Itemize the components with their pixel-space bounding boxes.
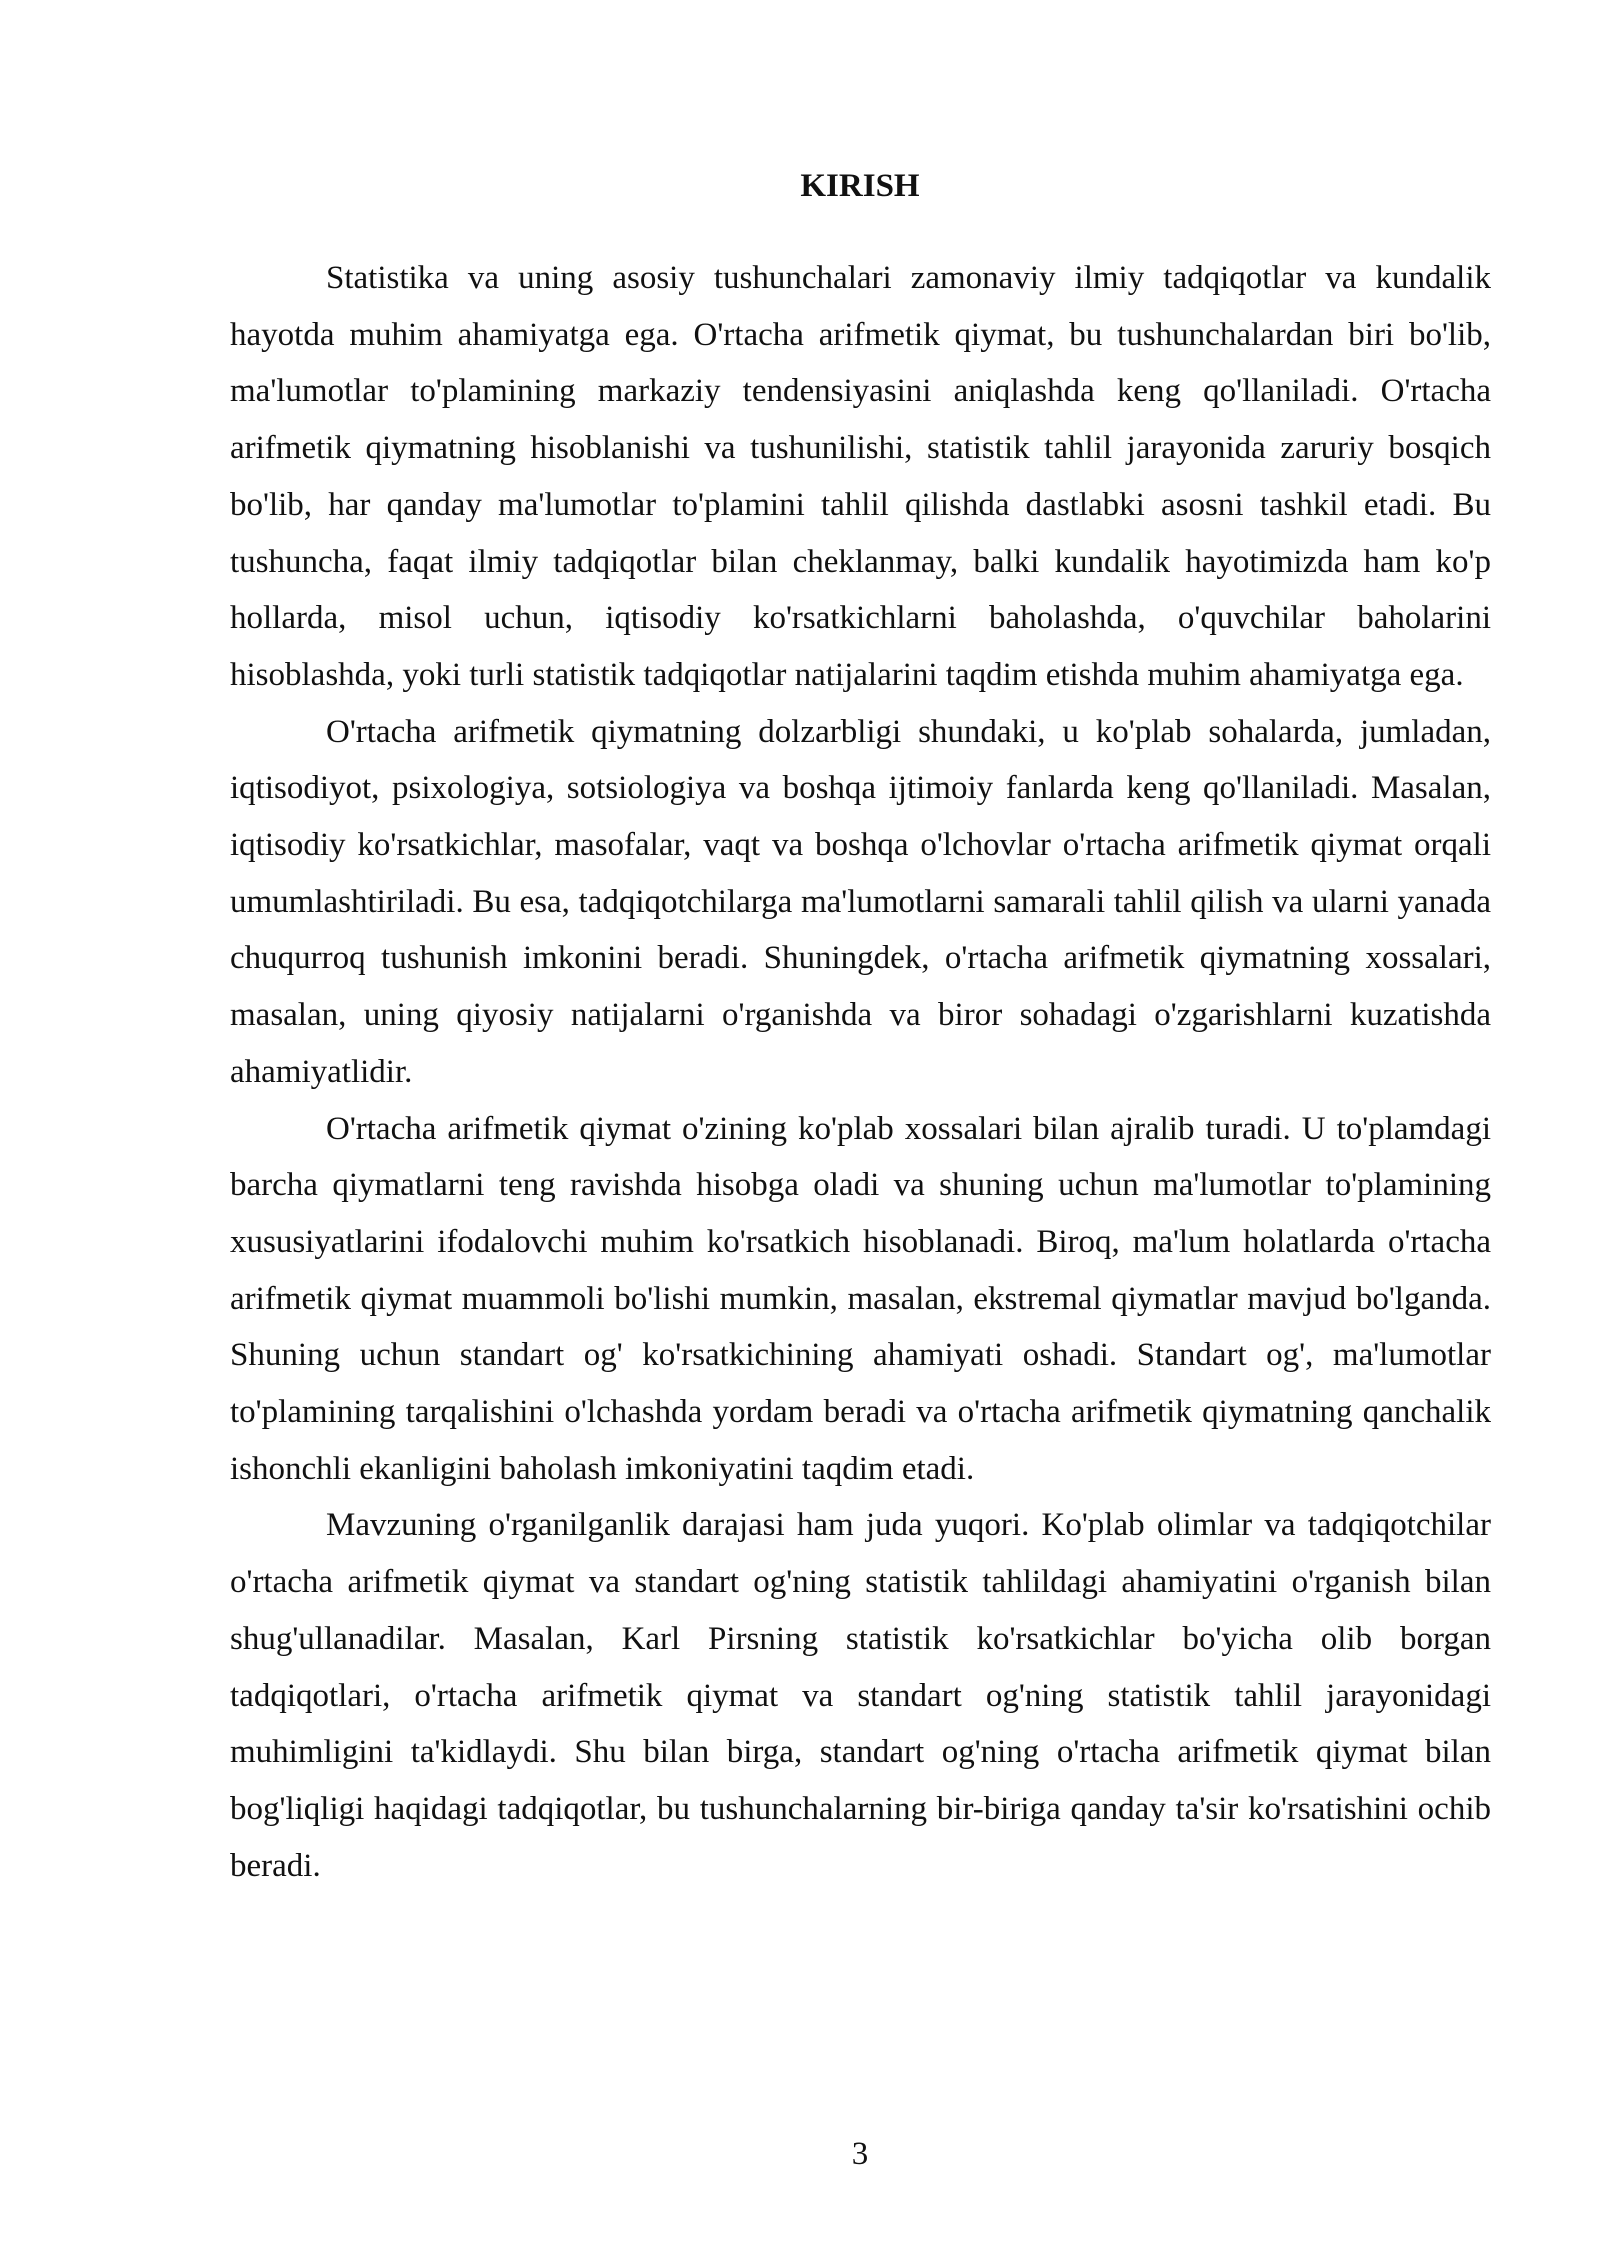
page-number: 3: [851, 2136, 869, 2172]
page-title: KIRISH: [800, 168, 920, 204]
body-text: [230, 250, 1491, 1894]
paragraph-3: O'rtacha arifmetik qiymat o'zining ko'plab xossalari bilan ajralib turadi. U to'plamdagi barcha qiymatlarni teng ravishda hisobga oladi va shuning uchun ma'lumotlar to'plamining xususiyatlarini ifodalovchi muhim ko'rsatkich hisoblanadi. Biroq, ma'lum holatlarda o'rtacha arifmetik qiymat muammoli bo'lishi mumkin, masalan, ekstremal qiymatlar mavjud bo'lganda. Shuning uchun standart og' ko'rsatkichining ahamiyati oshadi. Standart og', ma'lumotlar to'plamining tarqalishini o'lchashda yordam beradi va o'rtacha arifmetik qiymatning qanchalik ishonchli ekanligini baholash imkoniyatini taqdim etadi.: [230, 1110, 1491, 1487]
paragraph-4: Mavzuning o'rganilganlik darajasi ham juda yuqori. Ko'plab olimlar va tadqiqotchilar o'rtacha arifmetik qiymat va standart og'ning statistik tahlildagi ahamiyatini o'rganish bilan shug'ullanadilar. Masalan, Karl Pirsning statistik ko'rsatkichlar bo'yicha olib borgan tadqiqotlari, o'rtacha arifmetik qiymat va standart og'ning statistik tahlil jarayonidagi muhimligini ta'kidlaydi. Shu bilan birga, standart og'ning o'rtacha arifmetik qiymat bilan bog'liqligi haqidagi tadqiqotlar, bu tushunchalarning bir-biriga qanday ta'sir ko'rsatishini ochib beradi.: [230, 1507, 1491, 1884]
paragraph-2: O'rtacha arifmetik qiymatning dolzarbligi shundaki, u ko'plab sohalarda, jumladan, iqtisodiyot, psixologiya, sotsiologiya va boshqa ijtimoiy fanlarda keng qo'llaniladi. Masalan, iqtisodiy ko'rsatkichlar, masofalar, vaqt va boshqa o'lchovlar o'rtacha arifmetik qiymat orqali umumlashtiriladi. Bu esa, tadqiqotchilarga ma'lumotlarni samarali tahlil qilish va ularni yanada chuqurroq tushunish imkonini beradi. Shuningdek, o'rtacha arifmetik qiymatning xossalari, masalan, uning qiyosiy natijalarni o'rganishda va biror sohadagi o'zgarishlarni kuzatishda ahamiyatlidir.: [230, 713, 1491, 1090]
paragraph-1: Statistika va uning asosiy tushunchalari zamonaviy ilmiy tadqiqotlar va kundalik hayotda muhim ahamiyatga ega. O'rtacha arifmetik qiymat, bu tushunchalardan biri bo'lib, ma'lumotlar to'plamining markaziy tendensiyasini aniqlashda keng qo'llaniladi. O'rtacha arifmetik qiymatning hisoblanishi va tushunilishi, statistik tahlil jarayonida zaruriy bosqich bo'lib, har qanday ma'lumotlar to'plamini tahlil qilishda dastlabki asosni tashkil etadi. Bu tushuncha, faqat ilmiy tadqiqotlar bilan cheklanmay, balki kundalik hayotimizda ham ko'p hollarda, misol uchun, iqtisodiy ko'rsatkichlarni baholashda, o'quvchilar baholarini hisoblashda, yoki turli statistik tadqiqotlar natijalarini taqdim etishda muhim ahamiyatga ega.: [230, 260, 1491, 693]
